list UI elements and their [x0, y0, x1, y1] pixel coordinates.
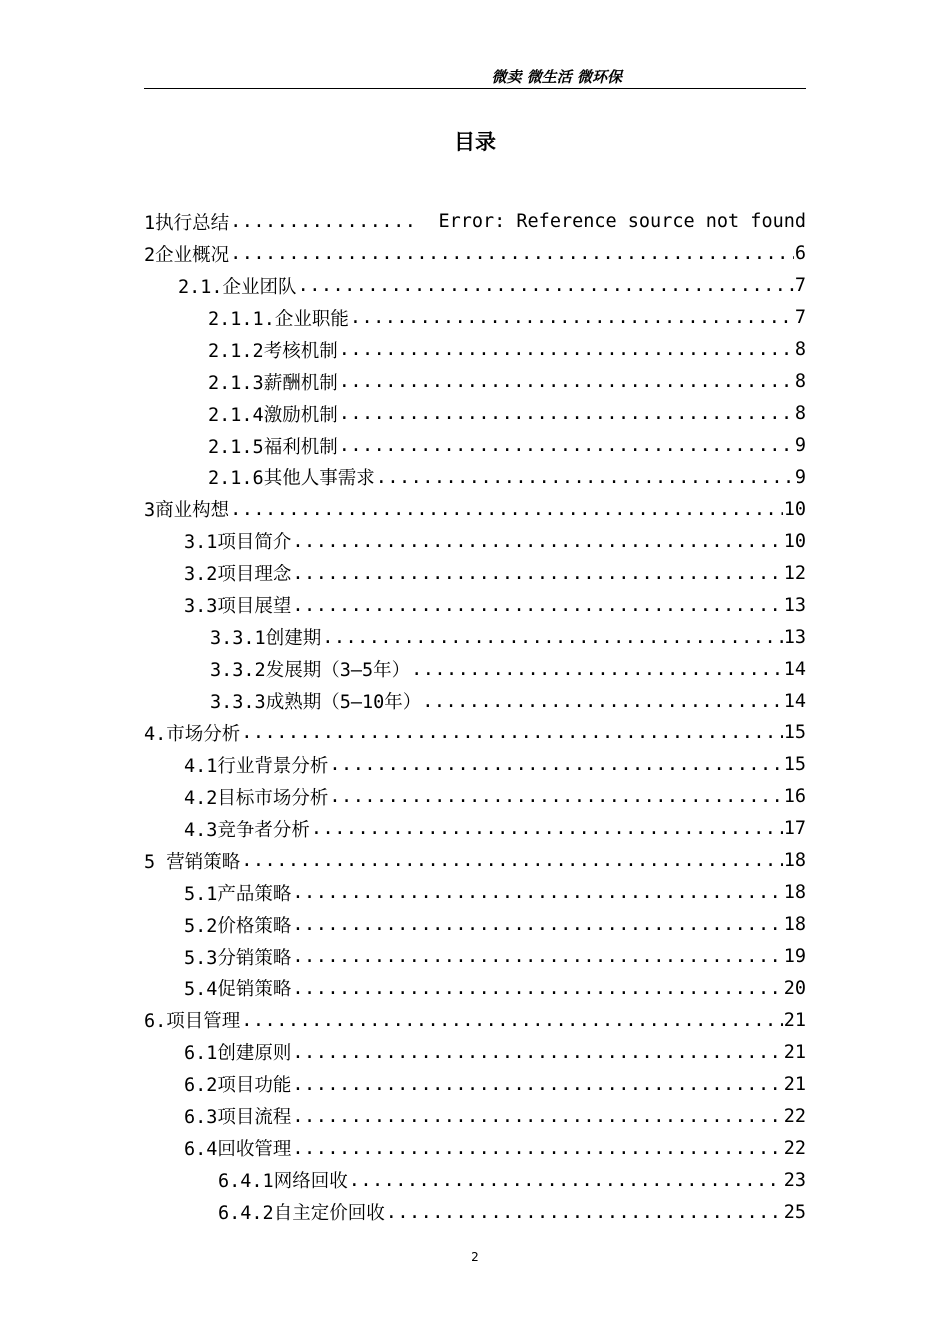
toc-entry-label: 6.4.1网络回收	[218, 1171, 348, 1193]
toc-entry-label: 2.1.3薪酬机制	[208, 372, 338, 394]
toc-entry-page: 20	[783, 977, 806, 999]
toc-entry[interactable]	[144, 462, 806, 494]
toc-entry-label: 3.3项目展望	[184, 596, 292, 618]
toc-entry-page: 17	[783, 818, 806, 840]
toc-entry-page: 25	[783, 1201, 806, 1223]
toc-entry-page: 13	[783, 594, 806, 616]
toc-dot-leader	[292, 1138, 782, 1159]
toc-entry-label: 2.1.1.企业职能	[208, 308, 349, 330]
toc-entry-label: 5 营销策略	[144, 851, 241, 873]
toc-dot-leader	[298, 275, 794, 296]
toc-entry[interactable]	[144, 685, 806, 717]
toc-entry-page: 19	[783, 946, 806, 968]
toc-dot-leader	[339, 403, 794, 424]
toc-entry-page: 21	[783, 1041, 806, 1063]
toc-dot-leader	[292, 882, 782, 903]
toc-entry-label: 6.项目管理	[144, 1011, 241, 1033]
toc-entry[interactable]	[144, 621, 806, 653]
toc-entry-page: 21	[783, 1073, 806, 1095]
toc-dot-leader	[311, 818, 783, 839]
toc-entry[interactable]	[144, 877, 806, 909]
toc-entry-page: 7	[794, 307, 806, 329]
toc-entry-label: 4.2目标市场分析	[184, 787, 329, 809]
toc-entry-page: 10	[783, 498, 806, 520]
toc-dot-leader	[292, 946, 782, 967]
toc-entry-label: 3.3.2发展期（3—5年）	[210, 660, 411, 682]
toc-entry-page: 14	[783, 690, 806, 712]
toc-dot-leader	[411, 659, 783, 680]
toc-entry-label: 5.1产品策略	[184, 883, 292, 905]
toc-dot-leader	[241, 850, 782, 871]
toc-dot-leader	[292, 914, 782, 935]
toc-entry-label: 4.3竞争者分析	[184, 819, 310, 841]
toc-entry-page: 15	[783, 754, 806, 776]
toc-entry[interactable]	[144, 717, 806, 749]
toc-entry[interactable]	[144, 1068, 806, 1100]
toc-entry-label: 6.4.2自主定价回收	[218, 1203, 385, 1225]
toc-entry-label: 1执行总结	[144, 212, 230, 234]
toc-entry[interactable]	[144, 781, 806, 813]
toc-dot-leader	[292, 563, 782, 584]
header-rule	[144, 88, 806, 89]
toc-entry-label: 2.1.2考核机制	[208, 340, 338, 362]
toc-entry-label: 6.1创建原则	[184, 1043, 292, 1065]
toc-entry-label: 5.4促销策略	[184, 979, 292, 1001]
running-header: 微卖 微生活 微环保	[491, 68, 622, 86]
toc-dot-leader	[339, 371, 794, 392]
toc-entry[interactable]	[144, 909, 806, 941]
toc-entry-label: 2.1.4激励机制	[208, 404, 338, 426]
toc-entry[interactable]	[144, 525, 806, 557]
toc-entry[interactable]	[144, 270, 806, 302]
toc-entry-label: 2.1.企业团队	[178, 276, 297, 298]
toc-entry-label: 6.2项目功能	[184, 1075, 292, 1097]
toc-entry[interactable]	[144, 1164, 806, 1196]
toc-entry-label: 6.4回收管理	[184, 1139, 292, 1161]
toc-entry[interactable]	[144, 941, 806, 973]
toc-entry-page: 23	[783, 1169, 806, 1191]
toc-entry[interactable]	[144, 430, 806, 462]
toc-entry[interactable]	[144, 589, 806, 621]
toc-dot-leader	[349, 1170, 783, 1191]
toc-entry-label: 4.市场分析	[144, 723, 241, 745]
table-of-contents	[144, 206, 806, 1228]
toc-entry-page: 6	[794, 243, 806, 265]
toc-entry-label: 6.3项目流程	[184, 1107, 292, 1129]
toc-dot-leader	[230, 243, 794, 264]
toc-entry-page: 18	[783, 882, 806, 904]
toc-entry[interactable]	[144, 653, 806, 685]
toc-entry[interactable]	[144, 366, 806, 398]
toc-entry[interactable]	[144, 749, 806, 781]
toc-entry[interactable]	[144, 557, 806, 589]
toc-dot-leader	[292, 531, 782, 552]
toc-entry-label: 5.2价格策略	[184, 915, 292, 937]
toc-entry-page: 10	[783, 530, 806, 552]
toc-entry-label: 2.1.5福利机制	[208, 436, 338, 458]
toc-title: 目录	[454, 130, 496, 154]
toc-entry[interactable]	[144, 845, 806, 877]
toc-entry-label: 3.1项目简介	[184, 532, 292, 554]
toc-entry[interactable]	[144, 238, 806, 270]
toc-entry-page: 16	[783, 786, 806, 808]
toc-entry-page: 22	[783, 1137, 806, 1159]
toc-entry-page: 18	[783, 850, 806, 872]
toc-entry[interactable]	[144, 813, 806, 845]
toc-dot-leader	[339, 339, 794, 360]
toc-entry-label: 3.2项目理念	[184, 564, 292, 586]
page-number: 2	[471, 1250, 479, 1264]
toc-entry-page: Error: Reference source not found	[438, 211, 806, 233]
toc-entry-label: 5.3分销策略	[184, 947, 292, 969]
toc-dot-leader	[292, 978, 782, 999]
toc-dot-leader	[329, 754, 782, 775]
toc-entry[interactable]	[144, 1132, 806, 1164]
toc-entry-page: 9	[794, 466, 806, 488]
toc-entry[interactable]	[144, 302, 806, 334]
toc-dot-leader	[292, 1042, 782, 1063]
toc-entry-label: 4.1行业背景分析	[184, 755, 329, 777]
toc-dot-leader	[230, 211, 416, 232]
toc-dot-leader	[241, 722, 782, 743]
toc-entry-page: 13	[783, 626, 806, 648]
toc-entry-page: 15	[783, 722, 806, 744]
toc-dot-leader	[350, 307, 794, 328]
toc-entry[interactable]	[144, 1196, 806, 1228]
toc-dot-leader	[386, 1202, 783, 1223]
toc-dot-leader	[292, 1074, 782, 1095]
toc-entry[interactable]	[144, 1036, 806, 1068]
toc-entry-page: 22	[783, 1105, 806, 1127]
toc-entry-page: 18	[783, 914, 806, 936]
toc-entry[interactable]	[144, 1004, 806, 1036]
toc-entry-page: 14	[783, 658, 806, 680]
toc-dot-leader	[292, 1106, 782, 1127]
toc-dot-leader	[329, 786, 782, 807]
toc-dot-leader	[322, 627, 783, 648]
toc-dot-leader	[422, 691, 782, 712]
toc-entry-page: 12	[783, 562, 806, 584]
toc-entry-page: 8	[794, 371, 806, 393]
toc-dot-leader	[292, 595, 782, 616]
toc-entry[interactable]	[144, 206, 806, 238]
toc-entry[interactable]	[144, 334, 806, 366]
toc-entry-page: 8	[794, 403, 806, 425]
toc-dot-leader	[339, 435, 794, 456]
toc-entry-page: 9	[794, 435, 806, 457]
toc-entry-page: 8	[794, 339, 806, 361]
toc-entry-label: 3商业构想	[144, 500, 230, 522]
toc-entry[interactable]	[144, 973, 806, 1005]
toc-entry-page: 21	[783, 1009, 806, 1031]
toc-dot-leader	[376, 467, 794, 488]
toc-dot-leader	[230, 499, 783, 520]
toc-entry[interactable]	[144, 1100, 806, 1132]
toc-entry-label: 3.3.3成熟期（5—10年）	[210, 692, 422, 714]
toc-dot-leader	[241, 1010, 782, 1031]
toc-entry-page: 7	[794, 275, 806, 297]
toc-entry[interactable]	[144, 493, 806, 525]
toc-entry-label: 2.1.6其他人事需求	[208, 468, 375, 490]
toc-entry-label: 2企业概况	[144, 244, 230, 266]
toc-entry-label: 3.3.1创建期	[210, 628, 322, 650]
toc-entry[interactable]	[144, 398, 806, 430]
